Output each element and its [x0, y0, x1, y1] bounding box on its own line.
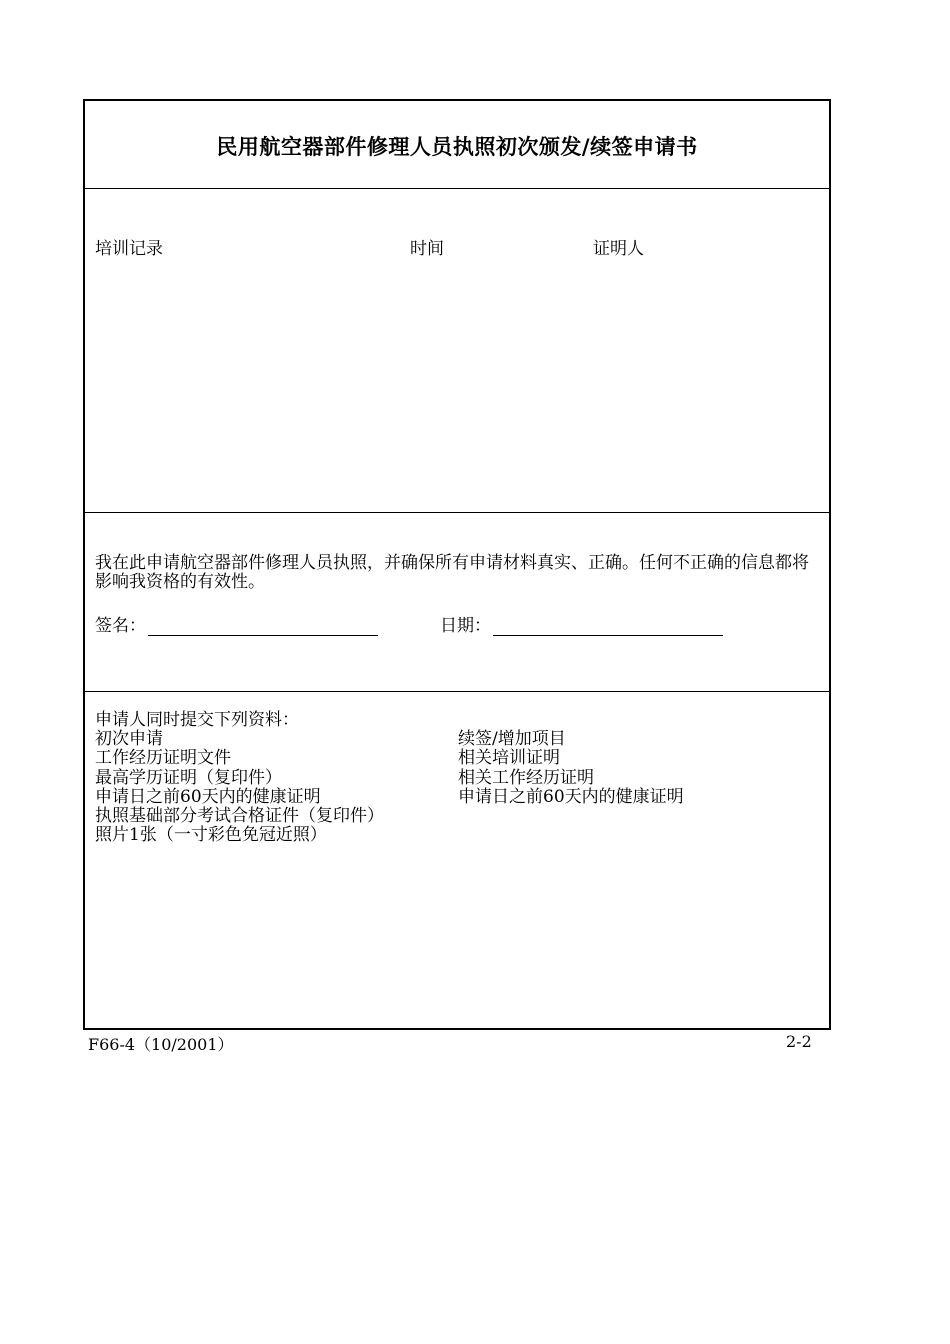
list-item: 申请日之前60天内的健康证明: [95, 786, 321, 807]
training-time-label: 时间: [410, 239, 444, 259]
training-record-section: [85, 189, 829, 513]
initial-materials-list: [95, 730, 384, 846]
signature-label: 签名：: [95, 616, 146, 636]
list-item: 最高学历证明（复印件）: [95, 767, 282, 788]
materials-section: [85, 692, 829, 1028]
materials-heading: 申请人同时提交下列资料：: [95, 710, 299, 730]
declaration-section: [85, 513, 829, 692]
list-item: 相关工作经历证明: [458, 767, 594, 788]
renewal-materials-list: [458, 730, 684, 807]
date-row: [440, 611, 723, 636]
date-label: 日期：: [440, 616, 491, 636]
list-item: 相关培训证明: [458, 748, 560, 769]
list-item: 申请日之前60天内的健康证明: [458, 786, 684, 807]
signature-row: [95, 611, 378, 636]
form-title: 民用航空器部件修理人员执照初次颁发/续签申请书: [216, 135, 698, 159]
declaration-text: 我在此申请航空器部件修理人员执照，并确保所有申请材料真实、正确。任何不正确的信息都将影响我资格的有效性。: [95, 553, 809, 592]
signature-field[interactable]: [148, 617, 378, 636]
list-item: 执照基础部分考试合格证件（复印件）: [95, 806, 384, 827]
page-number: 2-2: [786, 1032, 812, 1051]
application-form: [83, 99, 831, 1030]
date-field[interactable]: [493, 617, 723, 636]
training-record-label: 培训记录: [95, 239, 163, 259]
list-item: 照片1张（一寸彩色免冠近照）: [95, 825, 327, 846]
training-witness-label: 证明人: [593, 239, 644, 259]
form-code: F66-4（10/2001）: [88, 1035, 234, 1054]
list-item: 工作经历证明文件: [95, 748, 231, 769]
title-section: [85, 101, 829, 189]
list-item: 初次申请: [95, 729, 163, 749]
list-item: 续签/增加项目: [458, 729, 566, 749]
